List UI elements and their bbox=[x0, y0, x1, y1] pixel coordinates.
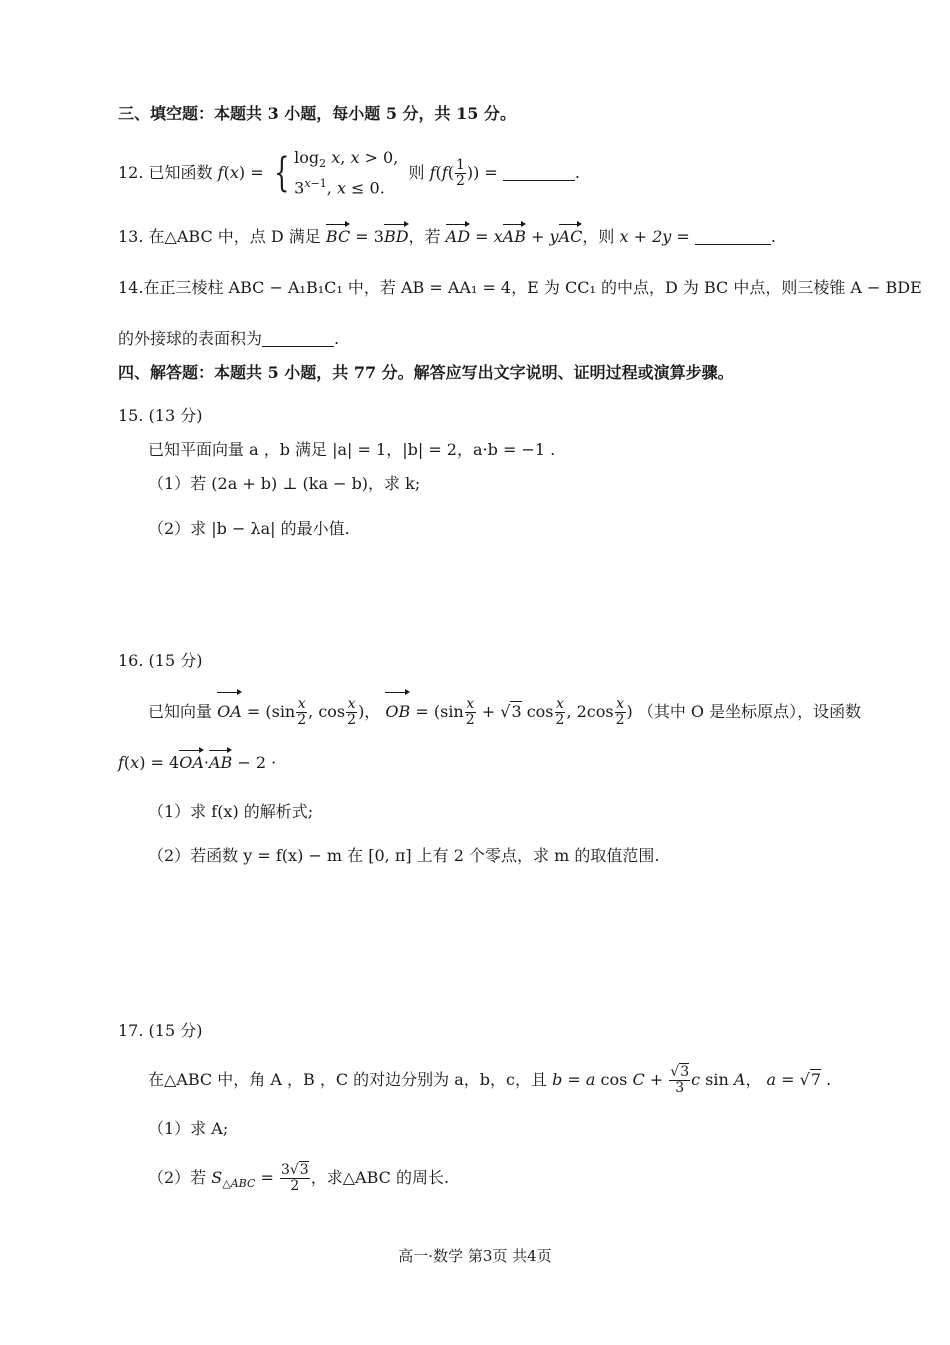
section-4-title: 四、解答题：本题共 5 小题，共 77 分。解答应写出文字说明、证明过程或演算步骤。 bbox=[118, 363, 734, 382]
q13-answer-blank[interactable] bbox=[695, 228, 771, 245]
section-3-title: 三、填空题：本题共 3 小题，每小题 5 分，共 15 分。 bbox=[118, 104, 516, 123]
q12-piecewise: $\log_2 x$, x > 0, $3^{x-1}$, x ≤ 0. bbox=[294, 148, 399, 198]
q13-text-c: ，则 bbox=[582, 227, 615, 246]
q14-text: 在正三棱柱 ABC − A₁B₁C₁ 中，若 AB = AA₁ = 4，E 为 CC₁ 的中点，D 为 BC 中点，则三棱锥 A − BDE bbox=[143, 278, 922, 297]
q16-stem-b: （其中 O 是坐标原点），设函数 bbox=[637, 702, 862, 721]
q17-header: 17. (15 分) bbox=[118, 1021, 203, 1040]
q14-number: 14. bbox=[118, 278, 144, 297]
q13-text-a: 在△ABC 中，点 D 满足 bbox=[148, 227, 321, 246]
q16-stem: 已知向量 OA = (sin $\frac{x}{2}$ , cos $\frac{x}{2}$ )， OB = (sin $\frac{x}{2}$ + √3 cos $\frac{x}{2}$ , 2cos $\frac{x}{2}$ ) （其中 O 是坐标原点），设函数 bbox=[148, 696, 862, 728]
q15-header: 15. (13 分) bbox=[118, 406, 203, 425]
q17-part-1: （1）求 A; bbox=[148, 1119, 229, 1138]
q13-number: 13. bbox=[118, 227, 144, 246]
question-13: 13. 在△ABC 中，点 D 满足 BC = 3BD，若 AD = xAB + yAC，则 x + 2y = . bbox=[118, 227, 776, 246]
q16-function: f(x) = 4OA·AB − 2 · bbox=[118, 753, 277, 772]
q15-stem: 已知平面向量 a ，b 满足 |a| = 1，|b| = 2，a·b = −1 . bbox=[148, 440, 556, 459]
question-14-line-1 bbox=[118, 277, 922, 299]
q14-answer-blank[interactable] bbox=[262, 330, 334, 347]
q12-pre: 已知函数 bbox=[148, 162, 213, 182]
q13-text-d: x + 2y = bbox=[619, 227, 690, 246]
q14-text-2: 的外接球的表面积为 bbox=[118, 329, 263, 348]
q16-part-2: （2）若函数 y = f(x) − m 在 [0, π] 上有 2 个零点，求 m 的取值范围. bbox=[148, 846, 660, 865]
q16-header: 16. (15 分) bbox=[118, 651, 203, 670]
q17-stem-a: 在△ABC 中，角 A ，B ，C 的对边分别为 a，b，c，且 bbox=[148, 1070, 547, 1089]
q17-part-2-a: （2）若 bbox=[148, 1168, 207, 1187]
q17-part-2: （2）若 $S_{\triangle ABC}$ = $\frac{3√3}{2}$ ，求△ABC 的周长. bbox=[148, 1162, 450, 1194]
q17-stem: 在△ABC 中，角 A ，B ，C 的对边分别为 a，b，c，且 b = a cos C + $\frac{√3}{3}$ c sin A， a = √7 . bbox=[148, 1064, 832, 1096]
page-footer: 高一·数学 第3页 共4页 bbox=[398, 1247, 552, 1265]
q13-text-b: ，若 bbox=[408, 227, 441, 246]
q12-answer-blank[interactable] bbox=[503, 164, 575, 181]
q12-then: 则 bbox=[408, 162, 425, 182]
q12-number: 12. bbox=[118, 162, 144, 182]
q16-part-1: （1）求 f(x) 的解析式; bbox=[148, 802, 314, 821]
q15-part-1: （1）若 (2a + b) ⊥ (ka − b)，求 k; bbox=[148, 474, 421, 493]
q17-part-2-b: ，求△ABC 的周长. bbox=[310, 1168, 450, 1187]
question-14-line-2: 的外接球的表面积为 . bbox=[118, 329, 340, 348]
q15-part-2: （2）求 |b − λa| 的最小值. bbox=[148, 519, 350, 538]
question-12: 12. 已知函数 f(x) = { $\log_2 x$, x > 0, $3^{x-1}$, x ≤ 0. 则 f(f( $\frac{1}{2}$ )) = . bbox=[118, 148, 581, 198]
q16-stem-a: 已知向量 bbox=[148, 702, 213, 721]
